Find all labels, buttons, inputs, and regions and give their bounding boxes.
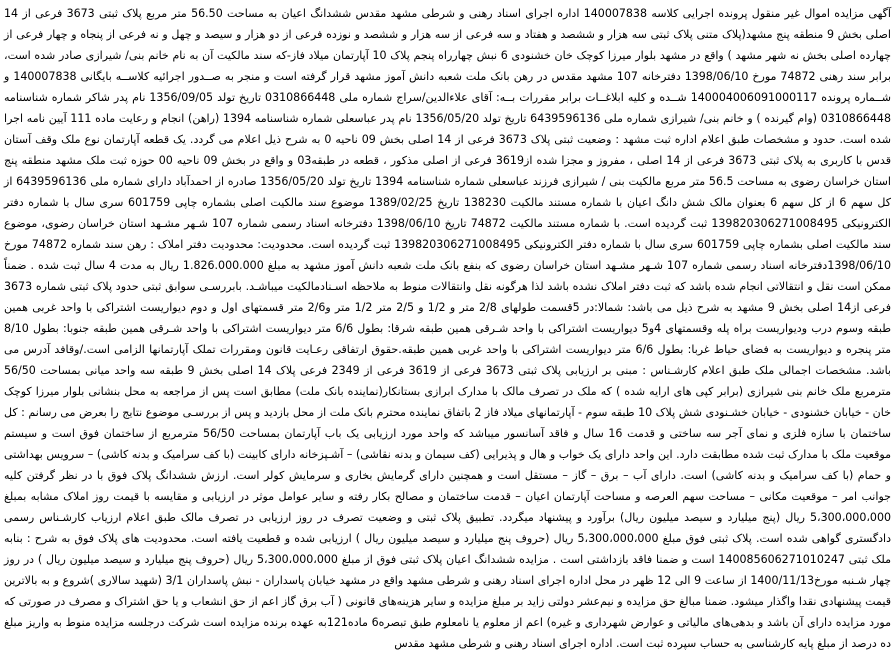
- auction-notice-body: آگهی مزایده اموال غیر منقول پرونده اجرایی کلاسه 140007838 اداره اجرای اسناد رهنی و شرطی مشهد مقدس ششدانگ اعیان به مساحت 56.50 متر مربع پلاک ثبتی 3673 فرعی از 14 اصلی بخش 9 منطقه پنج مشهد(پلاک متنی پلاک ثبتی سه هزار و ششصد و هفتاد و سه فرعی از سه هزار و ششصد و نوزده فرعی از دو هزار و سیصد و چهل و نه فرعی از پنجاه و چهار فرعی از چهارده اصلی بخش نه شهر مشهد ) واقع در مشهد بلوار میرزا کوچک خان خشنودی 6 نبش چهارراه پنجم پلاک 10 آپارتمان میلاد فاز-که سند مالکیت آن به نام خانم بنی/ شیرازی صادر شده است، برابر سند رهنی 74872 مورخ 1398/06/10 دفترخانه 107 مشهد مقدس در رهن بانک ملت شعبه دانش آموز مشهد قرار گرفته است و منجر به صــدور اجرائیه کلاســه بایگانی 140007838 و شــماره پرونده 140004006091000117 شــده و کلیه ابلاغــات برابر مقررات بــه: آقای علاءالدین/سراج شماره ملی 0310866448 تاریخ تولد 1356/09/05 نام پدر شاکر شماره شناسنامه 0310866448 (وام گیرنده ) و خانم بنی/ شیرازی شماره ملی 6439596136 تاریخ تولد 1356/05/20 نام پدر عباسعلی شماره شناسنامه 1394 (راهن) انجام و رعایت ماده 111 آیین نامه اجرا شده است. حدود و مشخصات طبق اعلام اداره ثبت مشهد : وضعیت ثبتی پلاک 3673 فرعی از 14 اصلی بخش 09 ناحیه 0 به شرح ذیل اعلام می گردد. یک قطعه آپارتمان نوع ملک وقف آستان قدس با کاربری به پلاک ثبتی 3673 فرعی از 14 اصلی ، مفروز و مجزا شده از3619 فرعی از اصلی مذکور ، قطعه در طبقه03 و واقع در بخش 09 ناحیه 00 حوزه ثبت ملک مشهد منطقه پنج استان خراسان رضوی به مساحت 56.5 متر مربع مالکیت بنی / شیرازی فرزند عباسعلی شماره شناسنامه 1394 تاریخ تولد 1356/05/20 صادره از احمدآباد دارای شماره ملی 6439596136 از کل سهم 6 از کل سهم 6 بعنوان مالک شش دانگ اعیان با شماره مستند مالکیت 138230 تاریخ 1389/02/25 موضوع سند مالکیت اصلی بشماره چاپی 601759 سری سال با شماره دفتر الکترونیکی 139820306271008495 ثبت گردیده است. با شماره مستند مالکیت 74872 تاریخ 1398/06/10 دفترخانه اسناد رسمی شماره 107 شـهر مشـهد استان خراسان رضوی، موضوع سند مالکیت اصلی بشماره چاپی 601759 سری سال با شماره دفتر الکترونیکی 139820306271008495 ثبت گردیده است. محدودیت: محدودیت دفتر املاک : رهن سند شماره 74872 مورخ 1398/06/10دفترخانه اسناد رسمی شماره 107 شـهر مشـهد استان خراسان رضوی که بنفع بانک ملت شعبه دانش آموز مشهد به مبلغ 1.826.000.000 ریال به مدت 4 سال ثبت شده . ضمناً ممکن است نقل و انتقالاتی انجام شده باشد که ثبت دفتر املاک نشده باشد لذا هرگونه نقل وانتقالات منوط به ملاحظه اسـنادمالکیت میباشـد. بابررسـی سوابق ثبتی حدود پلاک ثبتی شماره 3673 فرعی از14 اصلی بخش 9 مشهد به شرح ذیل می باشد: شمالا:در 5قسمت طولهای 2/8 متر و 1/2 و 2/5 متر 1/2 متر و2/6 متر قسمتهای اول و دوم دیواریست اشتراکی با واحد غربی همین طبقه وسوم درب ودیواریست براه پله وقسمتهای 4و5 دیواریست اشتراکی با واحد شـرقی همین طبقه شرقا: بطول 6/6 متر دیواریست اشتراکی با واحد شـرقی همین طبقه جنوبا: بطول 8/10 متر پنجره و دیواریست به فضای حیاط غربا: بطول 6/6 متر دیواریست اشتراکی با واحد غربی همین طبقه.حقوق ارتفاقی رعـایت قانون ومقررات تملک آپارتمانها الزامی است./وقافد آدرس می باشد. مشخصات اجمالی ملک طبق اعلام کارشـناس : مبنی بر ارزیابی پلاک ثبتی 3673 فرعی از 3619 فرعی از 2349 فرعی پلاک 14 اصلی بخش 9 طبقه سه واحد میانی بمساحت 56/50 مترمربع ملک خانم بنی شیرازی (برابر کپی های ارایه شده ) که ملک در تصرف مالک با مدارک ابرازی بستانکار(نماینده بانک ملت) مطابق است پس از مراجعه به محل بنشانی بلوار میرزا کوچک خان - خیابان خشنودی - خیابان خشـنودی شش پلاک 10 طبقه سوم - آپارتمانهای میلاد فاز 2 باتفاق نماینده محترم بانک ملت از محل بازدید و پس از بررسـی موضوع نتایج را بعرض می رسانم : کل ساختمان با سازه فلزی و نمای آجر سه ساختی و قدمت 16 سال و فاقد آسانسور میباشد که واحد مورد ارزیابی یک باب آپارتمان بمساحت 56/50 مترمربع از ساختمان فوق است و سیستم موقعیت ملک با مدارک ثبت شده مطابقت دارد. این واحد دارای یک خواب و هال و پذیرایی (کف سیمان و بدنه نقاشی) – آشـپزخانه دارای کابینت (با کف سرامیک و بدنه کاشی) – سرویس بهداشتی و حمام (با کف سرامیک و بدنه کاشی) است. دارای آب – برق – گاز – مستقل است و همچنین دارای گرمایش بخاری و سرمایش کولر است. ارزش ششدانگ پلاک فوق با در نظر گرفتن کلیه جوانب امر – موقعیت مکانی – مساحت سهم العرصه و مساحت آپارتمان اعیان – قدمت ساختمان و مصالح بکار رفته و سایر عوامل موثر در ارزیابی و مقایسه با قیمت روز املاک مشابه بمبلغ 5،300،000،000 ریال (پنج میلیارد و سیصد میلیون ریال) برآورد و پیشنهاد میگردد. تطبیق پلاک ثبتی و وضعیت تصرف در روز ارزیابی در تصرف مالک طبق اعلام ارزیاب کارشـناس رسمی دادگستری گواهی شده است. پلاک ثبتی فوق مبلغ 5،300،000،000 ریال (حروف پنج میلیارد و سیصد میلیون ریال ) ارزیابی شده و قطعیت یافته است. محدودیت های پلاک فوق به شرح : بنابه ملک ثبتی 140085606271010247 است و ضمنا فاقد بازداشتی است . مزایده ششدانگ اعیان پلاک ثبتی فوق از مبلغ 5،300،000،000 ریال (حروف پنج میلیارد و سیصد میلیون ریال ) در روز چهار شـنبه مورخ1400/11/13 از ساعت 9 الی 12 ظهر در محل اداره اجرای اسناد رهنی و شرطی مشهد واقع در مشهد خیابان پاسداران - نبش پاسداران 3/1 (شهید سالاری )شروع و به بالاترین قیمت پیشنهادی نقدا واگذار میشود. ضمنا مبالغ حق مزایده و نیم‌عشر دولتی زاید بر مبلغ مزایده و سایر هزینه‌های قانونی ( آب برق گاز اعم از حق انشعاب و یا حق اشتراک و مصرف در صورتی که مورد مزایده دارای آن باشد و بدهی‌های مالیاتی و عوارض شهرداری و غیره) اعم از معلوم یا نامعلوم طبق تبصره6 ماده121به عهده برنده مزایده است شرکت درجلسه مزایده منوط به واریز مبلغ ده درصد از مبلغ پایه کارشناسی به حساب سپرده ثبت است. اداره اجرای اسناد رهنی و شرطی مشهد مقدس: [4, 7, 892, 651]
